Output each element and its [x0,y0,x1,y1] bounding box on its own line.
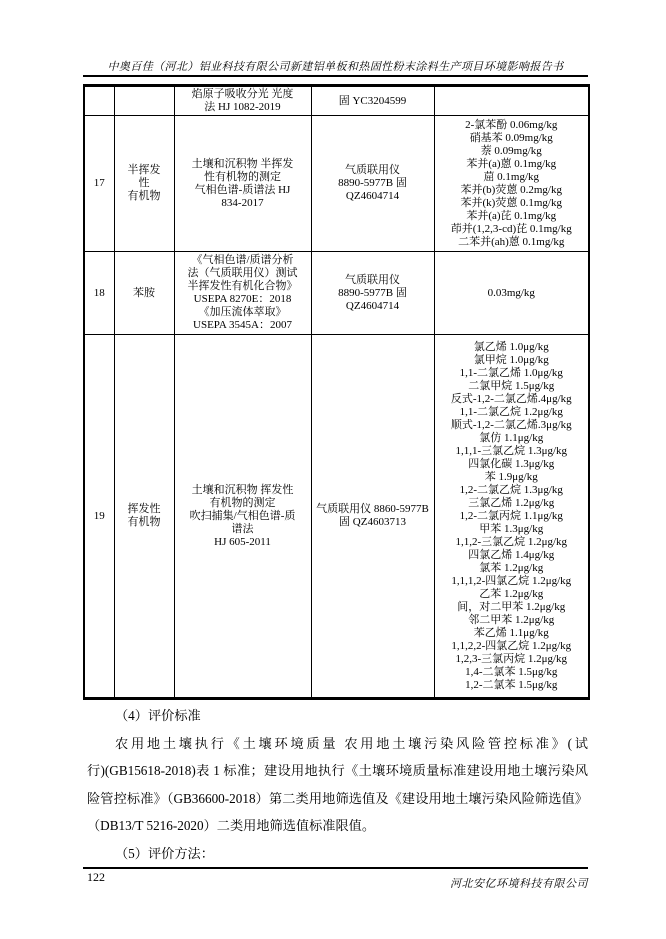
page-number: 122 [87,870,105,884]
cell-line: 顺式-1,2-二氯乙烯.3μg/kg [450,418,572,431]
cell-line: USEPA 3545A：2007 [193,319,292,331]
cell-line: 17 [93,177,105,189]
cell-line: 气质联用仪 [345,273,400,286]
cell-line: 2-氯苯酚 0.06mg/kg [465,118,558,131]
cell-line: 19 [93,509,105,522]
cell-line: USEPA 8270E：2018 [193,293,292,305]
paragraph-line: （5）评价方法： [115,845,214,861]
cell-line: 1,2-二氯丙烷 1.1μg/kg [459,509,563,522]
cell-line: 土壤和沉积物 挥发性 [191,483,294,496]
cell-line: 18 [93,286,105,299]
cell-line: 甲苯 1.3μg/kg [479,522,544,535]
cell-line: 8890-5977B 固 [338,286,407,299]
cell-line: 间，对二甲苯 1.2μg/kg [457,600,566,613]
cell-line: 《气相色谱/质谱分析 [191,254,294,266]
cell-line: 二氯甲烷 1.5μg/kg [468,379,555,392]
cell-detection-limits [434,116,589,252]
cell-line: 䓛 0.1mg/kg [483,170,540,183]
cell-line: 0.03mg/kg [487,286,535,299]
cell-index [84,252,114,335]
cell-line: 1,1,2-三氯乙烷 1.2μg/kg [455,535,568,548]
cell-line: 苯并(k)荧蒽 0.1mg/kg [460,196,562,209]
cell-line: 乙苯 1.2μg/kg [479,587,544,600]
cell-line: 气质联用仪 8860-5977B [316,503,429,515]
cell-line: HJ 605-2011 [214,535,271,548]
cell-method [174,335,311,699]
cell-line: 有机物 [127,190,161,202]
cell-line: 萘 0.09mg/kg [480,144,542,157]
cell-line: 1,2-二氯乙烷 1.3μg/kg [459,483,563,496]
table-row [84,86,589,116]
cell-line: 氯仿 1.1μg/kg [479,431,544,444]
body-paragraphs [87,702,588,867]
cell-line: 氯乙烯 1.0μg/kg [473,340,549,353]
cell-line: 固 QZ4603713 [339,516,406,528]
cell-line: 苯胺 [133,286,155,299]
cell-line: 1,1-二氯乙烷 1.2μg/kg [459,405,563,418]
cell-line: 《加压流体萃取》 [198,306,287,318]
cell-detection-limits [434,335,589,699]
table-row [84,335,589,699]
cell-line: 半挥发 [127,164,161,176]
cell-line: 性 [138,177,150,189]
footer-rule [83,867,588,869]
cell-line: 固 YC3204599 [338,94,407,107]
cell-method [174,116,311,252]
cell-detection-limits [434,252,589,335]
cell-line: 茚并(1,2,3-cd)芘 0.1mg/kg [450,222,572,235]
cell-line: 氯苯 1.2μg/kg [479,561,544,574]
paragraph-line: 农用地土壤执行《土壤环境质量 农用地土壤污染风险管控标准》(试 [115,735,588,751]
cell-instrument [311,335,434,699]
cell-line: 四氯乙烯 1.4μg/kg [468,548,555,561]
report-header-title: 中奥百佳（河北）铝业科技有限公司新建铝单板和热固性粉末涂料生产项目环境影响报告书 [107,61,564,73]
cell-instrument [311,116,434,252]
cell-method [174,86,311,116]
cell-detection-limits [434,86,589,116]
cell-instrument [311,252,434,335]
cell-line: 性有机物的测定 [204,170,281,183]
cell-line: 法 HJ 1082-2019 [204,101,281,113]
cell-line: 邻二甲苯 1.2μg/kg [468,613,555,626]
cell-line: 有机物 [127,516,161,528]
cell-index [84,116,114,252]
paragraph-line: 行)(GB15618-2018)表 1 标准；建设用地执行《土壤环境质量标准建设用地土壤污染风 [87,763,588,778]
cell-line: 三氯乙烯 1.2μg/kg [468,496,555,509]
cell-line: 半挥发性有机化合物》 [187,280,298,292]
cell-line: 气质联用仪 [345,164,400,176]
soil-monitoring-methods-table [83,84,590,700]
cell-line: 二苯并(ah)蒽 0.1mg/kg [458,235,565,248]
footer-company: 河北安亿环境科技有限公司 [450,878,588,890]
cell-line: 谱法 [231,522,254,535]
cell-line: 1,1-二氯乙烯 1.0μg/kg [459,366,563,379]
cell-parameter [114,86,174,116]
cell-parameter [114,252,174,335]
cell-line: 苯乙烯 1.1μg/kg [473,626,549,639]
cell-line: 硝基苯 0.09mg/kg [469,131,553,144]
paragraph-line: （DB13/T 5216-2020）二类用地筛选值标准限值。 [87,818,376,833]
cell-line: QZ4604714 [345,299,400,312]
header-rule [83,75,588,77]
cell-line: 8890-5977B 固 [338,177,407,189]
cell-line: 1,2-二氯苯 1.5μg/kg [465,678,558,691]
cell-line: 苯 1.9μg/kg [484,470,538,483]
cell-line: 1,1,1-三氯乙烷 1.3μg/kg [455,444,568,457]
cell-line: 法（气质联用仪）测试 [187,267,298,279]
table-row [84,252,589,335]
cell-line: 苯并(b)荧蒽 0.2mg/kg [460,183,562,196]
paragraph-line: 险管控标准》（GB36600-2018）第二类用地筛选值及《建设用地土壤污染风险筛选值》 [87,790,588,806]
paragraph-line: （4）评价标准 [115,708,201,723]
cell-method [174,252,311,335]
cell-line: 1,2,3-三氯丙烷 1.2μg/kg [455,652,568,665]
cell-line: 反式-1,2-二氯乙烯.4μg/kg [450,392,572,405]
cell-line: QZ4604714 [345,190,400,202]
cell-parameter [114,335,174,699]
cell-line: 834-2017 [221,196,264,209]
cell-line: 四氯化碳 1.3μg/kg [468,457,555,470]
cell-line: 吹扫捕集/气相色谱-质 [189,509,296,522]
cell-line: 有机物的测定 [209,496,276,509]
cell-line: 土壤和沉积物 半挥发 [191,157,294,170]
cell-line: 1,1,1,2-四氯乙烷 1.2μg/kg [451,574,572,587]
cell-index [84,86,114,116]
cell-line: 气相色谱-质谱法 HJ [194,183,291,196]
table-row [84,116,589,252]
cell-line: 苯并(a)芘 0.1mg/kg [466,209,557,222]
cell-line: 挥发性 [127,503,161,515]
cell-parameter [114,116,174,252]
cell-instrument [311,86,434,116]
cell-line: 1,1,2,2-四氯乙烷 1.2μg/kg [451,639,572,652]
cell-line: 苯并(a)蒽 0.1mg/kg [466,157,557,170]
cell-line: 氯甲烷 1.0μg/kg [473,353,549,366]
cell-line: 1,4-二氯苯 1.5μg/kg [465,665,558,678]
cell-index [84,335,114,699]
cell-line: 焰原子吸收分光 光度 [191,88,294,100]
